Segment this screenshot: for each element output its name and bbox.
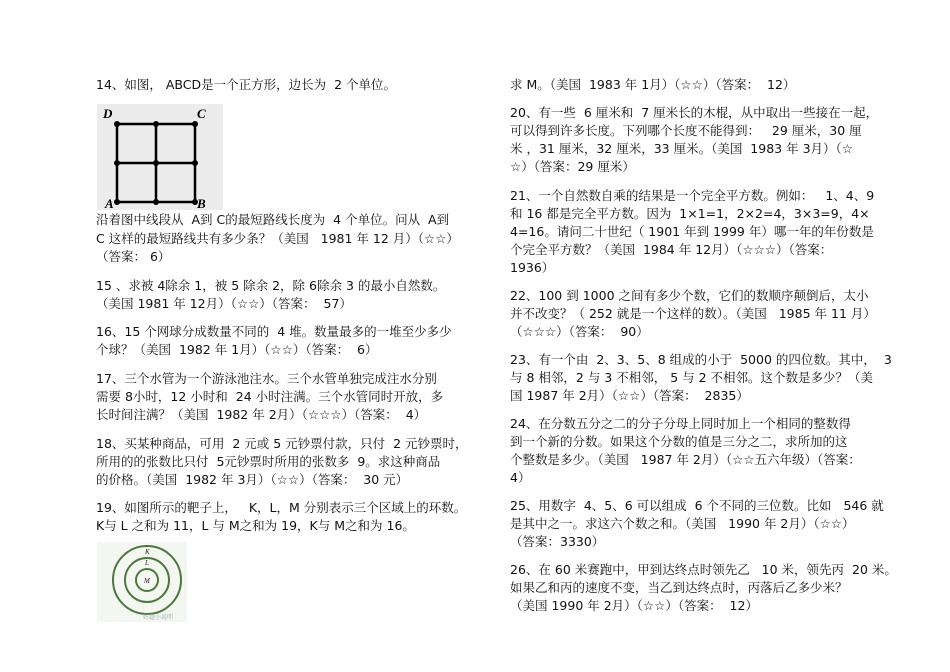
label-c: C (197, 106, 206, 121)
label-b: B (197, 196, 206, 210)
q24-line: 到一个新的分数。如果这个分数的值是三分之二，求所加的这 (510, 434, 848, 449)
q20-line: ☆）（答案：29 厘米） (510, 159, 635, 174)
text-line: 求 M。（美国 1983 年 1月）（☆☆）（答案： 12） (510, 77, 796, 92)
label-d: D (103, 106, 113, 121)
q14-line: C 这样的最短路线共有多少条？（美国 1981 年 12 月）（☆☆） (96, 231, 459, 246)
q23-line: 与 8 相邻，2 与 3 不相邻， 5 与 2 不相邻。这个数是多少？（美 (510, 370, 874, 385)
q14-title: 14、如图， ABCD是一个正方形，边长为 2 个单位。 (96, 77, 397, 92)
label-m: M (144, 577, 150, 585)
q26-line: （美国 1990 年 2月）（☆☆）（答案： 12） (510, 598, 758, 613)
q20-line: 可以得到许多长度。下列哪个长度不能得到： 29 厘米，30 厘 (510, 123, 862, 138)
q24-line: 24、在分数五分之二的分子分母上同时加上一个相同的整数得 (510, 416, 851, 431)
q14-line: （答案： 6） (96, 249, 171, 264)
q18-line: 的价格。（美国 1982 年 3月）（☆☆）（答案： 30 元） (96, 472, 409, 487)
q18-line: 18、买某种商品，可用 2 元或 5 元钞票付款，只付 2 元钞票时， (96, 436, 468, 451)
label-k: K (145, 548, 150, 556)
q18-line: 所用的的张数比只付 5元钞票时所用的张数多 9。求这种商品 (96, 454, 441, 469)
q17-line: 需要 8小时，12 小时和 24 小时注满。三个水管同时开放，多 (96, 389, 444, 404)
q26-line: 如果乙和丙的速度不变，当乙到达终点时，丙落后乙多少米？ (510, 580, 848, 595)
q14-line: 沿着图中线段从 A到 C的最短路线长度为 4 个单位。问从 A到 (96, 212, 450, 227)
q23-line: 国 1987 年 2月）（☆☆）（答案： 2835） (510, 388, 749, 403)
q23-line: 23、有一个由 2、3、5、8 组成的小于 5000 的四位数。其中， 3 (510, 352, 892, 367)
q21-line: 个完全平方数？（美国 1984 年 12月）（☆☆☆）（答案： (510, 242, 833, 257)
q22-line: 22、100 到 1000 之间有多少个数，它们的数顺序颠倒后，太小 (510, 288, 869, 303)
label-a: A (105, 196, 114, 210)
q21-line: 1936） (510, 260, 555, 275)
q19-line: 19、如图所示的靶子上， K，L，M 分别表示三个区域上的环数。 (96, 500, 467, 515)
q21-line: 和 16 都是完全平方数。因为 1×1=1，2×2=4，3×3=9，4× (510, 206, 870, 221)
q22-line: 并不改变？（ 252 就是一个这样的数）。（美国 1985 年 11 月） (510, 306, 876, 321)
q17-line: 长时间注满？（美国 1982 年 2月）（☆☆☆）（答案： 4） (96, 407, 427, 422)
q25-line: 是其中之一。求这六个数之和。（美国 1990 年 2月）（☆☆） (510, 516, 855, 531)
q22-line: （☆☆☆）（答案： 90） (510, 324, 649, 339)
q17-line: 17、三个水管为一个游泳池注水。三个水管单独完成注水分别 (96, 371, 437, 386)
q25-line: 25、用数字 4、5、6 可以组成 6 个不同的三位数。比如 546 就 (510, 498, 884, 513)
q20-line: 20、有一些 6 厘米和 7 厘米长的木棍，从中取出一些接在一起， (510, 105, 879, 120)
q19-line: K与 L 之和为 11，L 与 M之和为 19，K与 M之和为 16。 (96, 518, 415, 533)
q21-line: 4=16。请问二十世纪（ 1901 年到 1999 年）哪一年的年份数是 (510, 224, 874, 239)
q25-line: （答案：3330） (510, 534, 605, 549)
q16-line: 个球？（美国 1982 年 1月）（☆☆）（答案： 6） (96, 342, 378, 357)
q26-line: 26、在 60 米赛跑中，甲到达终点时领先乙 10 米，领先丙 20 米。 (510, 562, 897, 577)
q16-line: 16、15 个网球分成数量不同的 4 堆。数量最多的一堆至少多少 (96, 324, 452, 339)
watermark-text: 好题小说明 (143, 614, 174, 621)
q24-line: 4） (510, 470, 531, 485)
label-l: L (145, 559, 149, 567)
q21-line: 21、一个自然数自乘的结果是一个完全平方数。例如： 1、4、9 (510, 188, 875, 203)
target-figure (97, 542, 187, 622)
q24-line: 个整数是多少。（美国 1987 年 2月）（☆☆五六年级）（答案： (510, 452, 861, 467)
q15-line: （美国 1981 年 12月）（☆☆）（答案： 57） (96, 296, 352, 311)
q15-line: 15 、求被 4除余 1，被 5 除余 2，除 6除余 3 的最小自然数。 (96, 278, 446, 293)
square-grid-figure (97, 104, 223, 210)
q20-line: 米 ，31 厘米，32 厘米，33 厘米。（美国 1983 年 3月）（☆ (510, 141, 853, 156)
